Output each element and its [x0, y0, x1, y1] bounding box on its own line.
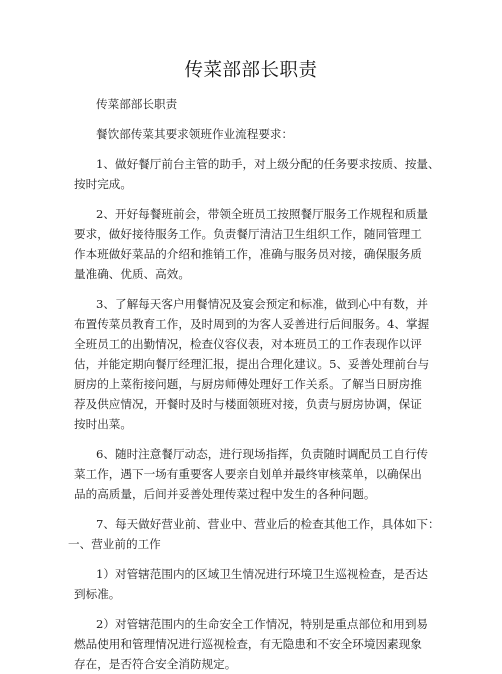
text-line: 估，并能定期向餐厅经理汇报，提出合理化建议。5、妥善处理前台与 — [74, 357, 430, 371]
text-line: 全班员工的出勤情况，检查仪容仪表，对本班员工的工作表现作以评 — [74, 337, 422, 351]
text-line: 餐饮部传菜其要求领班作业流程要求： — [96, 127, 294, 141]
text-line: 1）对管辖范围内的区域卫生情况进行环境卫生巡视检查，是否达 — [96, 567, 429, 581]
text-line: 6、随时注意餐厅动态，进行现场指挥，负责随时调配员工自行传 — [96, 447, 429, 461]
text-line: 荐及供应情况，开餐时及时与楼面领班对接，负责与厨房协调，保证 — [74, 397, 422, 411]
text-line: 品的高质量，后间并妥善处理传菜过程中发生的各种问题。 — [74, 487, 376, 501]
text-line: 燃品使用和管理情况进行巡视检查，有无隐患和不安全环境因素现象 — [74, 637, 422, 651]
document-title: 传菜部部长职责 — [184, 60, 318, 81]
text-line: 存在，是否符合安全消防规定。 — [74, 657, 237, 671]
text-line: 作本班做好菜品的介绍和推销工作，准确与服务员对接，确保服务质 — [74, 247, 422, 261]
document-body — [68, 94, 440, 674]
text-line: 3、了解每天客户用餐情况及宴会预定和标准，做到心中有数，并 — [96, 297, 429, 311]
text-line: 7、每天做好营业前、营业中、营业后的检查其他工作，具体如下： — [96, 517, 440, 531]
text-line: 按时完成。 — [74, 177, 132, 191]
text-line: 量准确、优质、高效。 — [74, 267, 190, 281]
text-line: 厨房的上菜衔接问题，与厨房师傅处理好工作关系。了解当日厨房推 — [74, 377, 422, 391]
text-line: 2、开好每餐班前会，带领全班员工按照餐厅服务工作规程和质量 — [96, 207, 429, 221]
text-line: 到标准。 — [74, 587, 121, 601]
text-line: 要求，做好接待服务工作。负责餐厅清洁卫生组织工作，随同管理工 — [74, 227, 422, 241]
text-line: 布置传菜员教育工作，及时周到的为客人妥善进行后间服务。4、掌握 — [74, 317, 430, 331]
text-line: 1、做好餐厅前台主管的助手，对上级分配的任务要求按质、按量、 — [96, 157, 440, 171]
text-line: 传菜部部长职责 — [96, 97, 178, 111]
section-heading: 一、营业前的工作 — [68, 537, 161, 551]
text-line: 按时出菜。 — [74, 417, 132, 431]
text-line: 2）对管辖范围内的生命安全工作情况，特别是重点部位和用到易 — [96, 617, 429, 631]
text-line: 菜工作，遇下一场有重要客人要亲自划单并最终审核菜单，以确保出 — [74, 467, 422, 481]
